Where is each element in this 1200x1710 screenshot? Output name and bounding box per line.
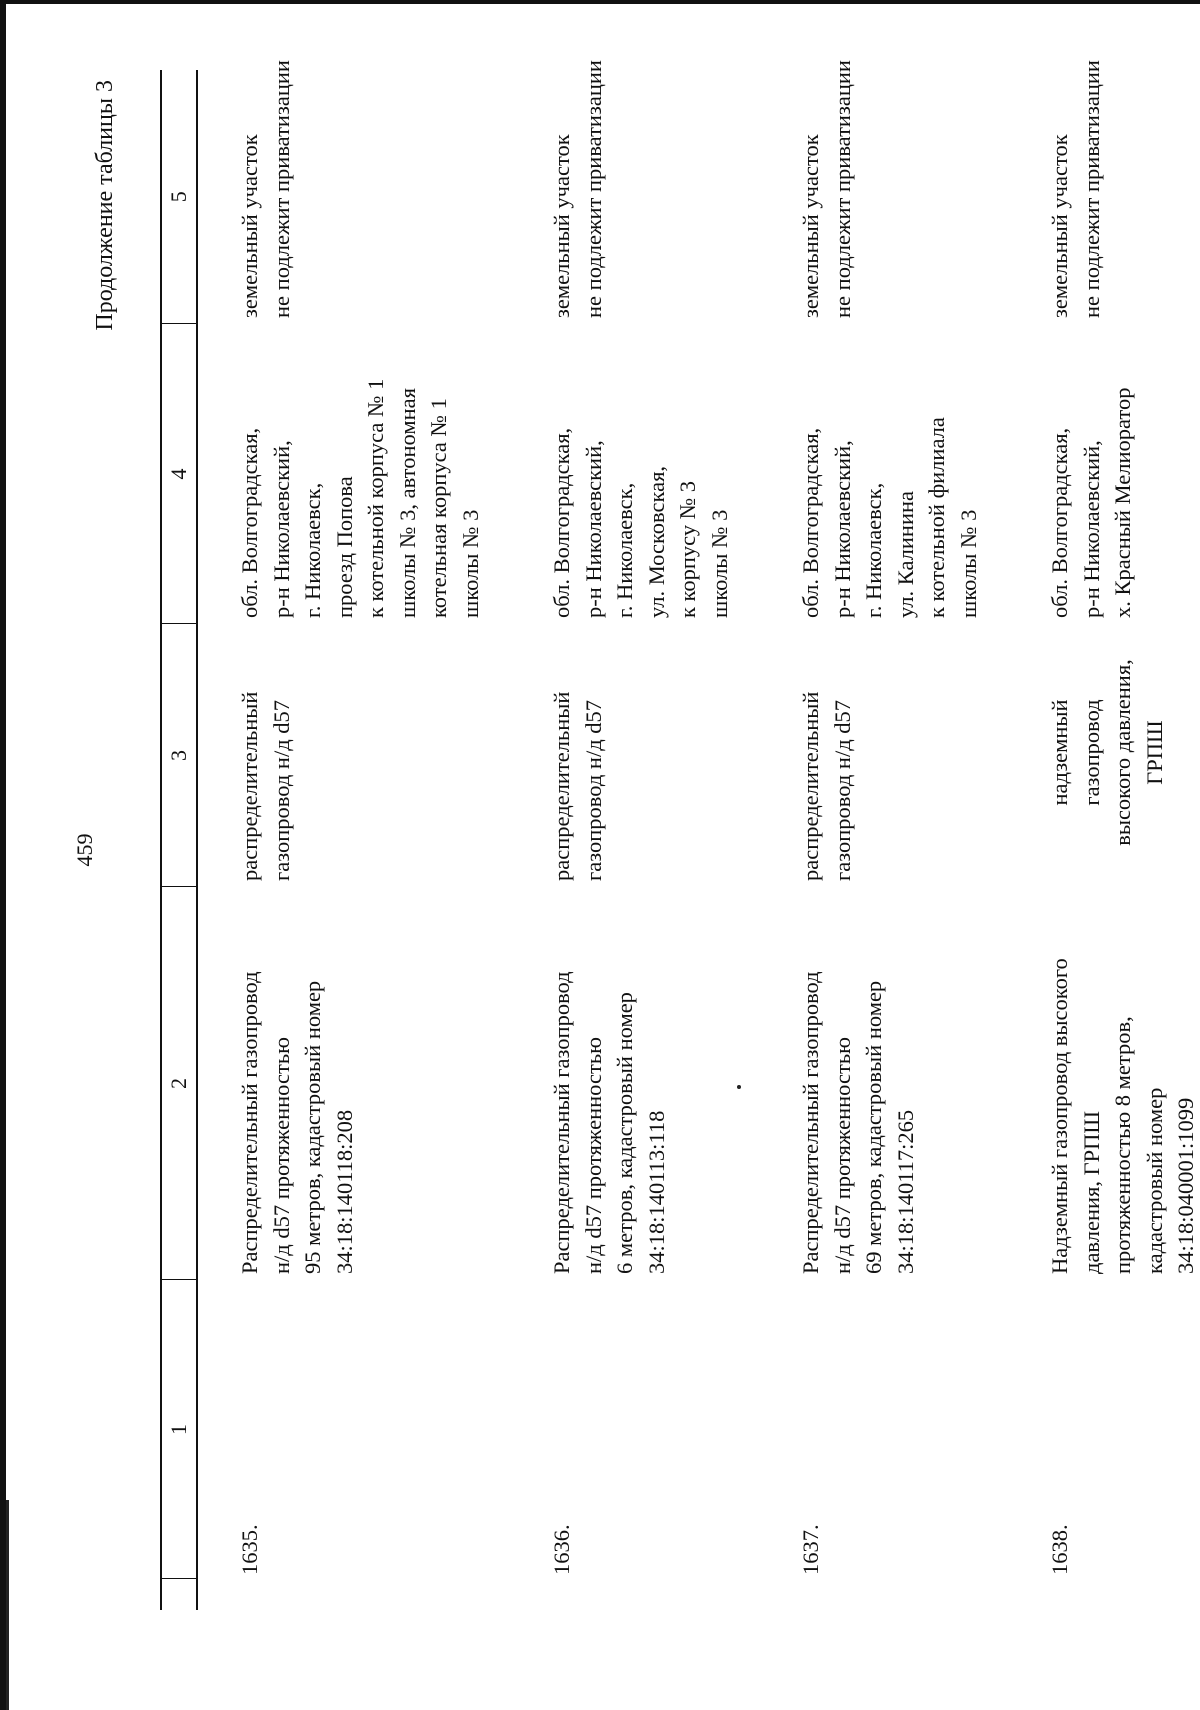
privatization-note: земельный участок не подлежит приватизации: [237, 60, 294, 318]
object-description: Распределительный газопровод н/д d57 протяженностью 69 метров, кадастровый номер 34:18:140117:265: [798, 971, 918, 1274]
object-type: надземный газопровод высокого давления, ГРПШ: [1047, 659, 1167, 846]
table-row: [546, 70, 795, 1610]
privatization-note: земельный участок не подлежит приватизации: [1047, 60, 1104, 318]
object-address: обл. Волгоградская, р-н Николаевский, г. Николаевск, ул. Московская, к корпусу № 3 школы № 3: [549, 427, 732, 618]
object-type: распределительный газопровод н/д d57: [549, 691, 606, 881]
object-description: Распределительный газопровод н/д d57 протяженностью 6 метров, кадастровый номер 34:18:140113:118: [549, 971, 669, 1274]
header-col-1: 1: [161, 1280, 197, 1579]
object-description: Распределительный газопровод н/д d57 протяженностью 95 метров, кадастровый номер 34:18:140118:208: [237, 971, 357, 1274]
privatization-note: земельный участок не подлежит приватизации: [549, 60, 606, 318]
object-description: Надземный газопровод высокого давления, ГРПШ протяженностью 8 метров, кадастровый номер 34:18:040001:1099: [1047, 958, 1198, 1274]
header-col-5: 5: [161, 70, 197, 324]
continuation-label: Продолжение таблицы 3: [92, 80, 118, 331]
property-table: [160, 60, 1200, 1610]
privatization-note: земельный участок не подлежит приватизации: [798, 60, 855, 318]
row-number: 1638.: [1047, 1524, 1072, 1575]
table-header-row: [161, 70, 197, 1610]
object-type: распределительный газопровод н/д d57: [237, 691, 294, 881]
page-number: 459: [72, 833, 97, 867]
header-spacer: [161, 1579, 197, 1610]
row-number: 1635.: [237, 1524, 262, 1575]
object-type: распределительный газопровод н/д d57: [798, 691, 855, 881]
table-row: [1044, 70, 1200, 1610]
header-col-4: 4: [161, 324, 197, 624]
header-col-2: 2: [161, 887, 197, 1280]
table-row: [197, 70, 546, 1610]
row-number: 1636.: [549, 1524, 574, 1575]
object-address: обл. Волгоградская, р-н Николаевский, г. Николаевск, проезд Попова к котельной корпуса № 1 школы № 3, автономная котельная корпуса № 1 школы № 3: [237, 378, 483, 618]
object-address: обл. Волгоградская, р-н Николаевский, г. Николаевск, ул. Калинина к котельной филиала школы № 3: [798, 417, 981, 618]
table-row: [795, 70, 1044, 1610]
row-number: 1637.: [798, 1524, 823, 1575]
object-address: обл. Волгоградская, р-н Николаевский, х. Красный Мелиоратор: [1047, 387, 1135, 618]
header-col-3: 3: [161, 624, 197, 887]
